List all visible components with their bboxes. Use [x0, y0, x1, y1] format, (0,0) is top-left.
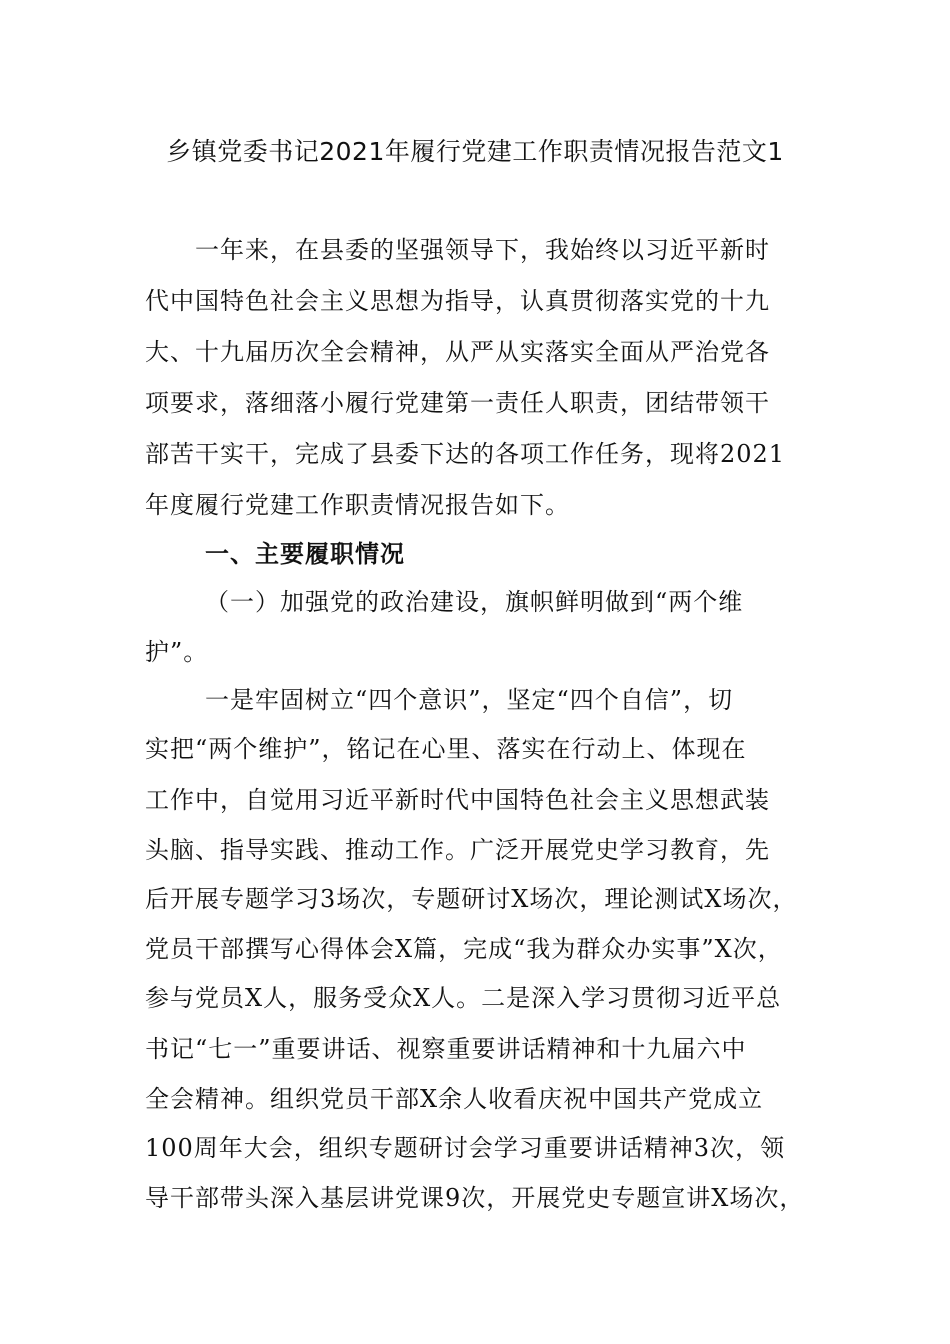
paragraph-line: 实把“两个维护”，铭记在心里、落实在行动上、体现在 [145, 735, 747, 763]
subsection-heading-line: （一）加强党的政治建设，旗帜鲜明做到“两个维 [205, 588, 744, 616]
paragraph-line: 后开展专题学习3场次，专题研讨X场次，理论测试X场次， [145, 885, 798, 913]
paragraph-line: 项要求，落细落小履行党建第一责任人职责，团结带领干 [145, 389, 770, 417]
document-title: 乡镇党委书记2021年履行党建工作职责情况报告范文1 [166, 137, 784, 166]
paragraph-line: 100周年大会，组织专题研讨会学习重要讲话精神3次，领 [145, 1134, 786, 1162]
paragraph-line: 书记“七一”重要讲话、视察重要讲话精神和十九届六中 [145, 1035, 747, 1063]
paragraph-line: 头脑、指导实践、推动工作。广泛开展党史学习教育，先 [145, 836, 770, 864]
paragraph-line: 党员干部撰写心得体会X篇，完成“我为群众办实事”X次， [145, 935, 783, 963]
paragraph-line: 全会精神。组织党员干部X余人收看庆祝中国共产党成立 [145, 1085, 764, 1113]
paragraph-line: 部苦干实干，完成了县委下达的各项工作任务，现将2021 [145, 440, 786, 468]
paragraph-line: 工作中，自觉用习近平新时代中国特色社会主义思想武装 [145, 786, 770, 814]
paragraph-line: 一年来，在县委的坚强领导下，我始终以习近平新时 [195, 236, 770, 264]
paragraph-line: 导干部带头深入基层讲党课9次，开展党史专题宣讲X场次， [145, 1184, 805, 1212]
section-heading: 一、主要履职情况 [205, 540, 405, 568]
paragraph-line: 代中国特色社会主义思想为指导，认真贯彻落实党的十九 [145, 287, 770, 315]
paragraph-line: 一是牢固树立“四个意识”，坚定“四个自信”，切 [205, 686, 734, 714]
paragraph-line: 大、十九届历次全会精神，从严从实落实全面从严治党各 [145, 338, 770, 366]
paragraph-line: 参与党员X人，服务受众X人。二是深入学习贯彻习近平总 [145, 984, 782, 1012]
paragraph-line: 年度履行党建工作职责情况报告如下。 [145, 491, 570, 519]
subsection-heading-line: 护”。 [145, 638, 209, 666]
